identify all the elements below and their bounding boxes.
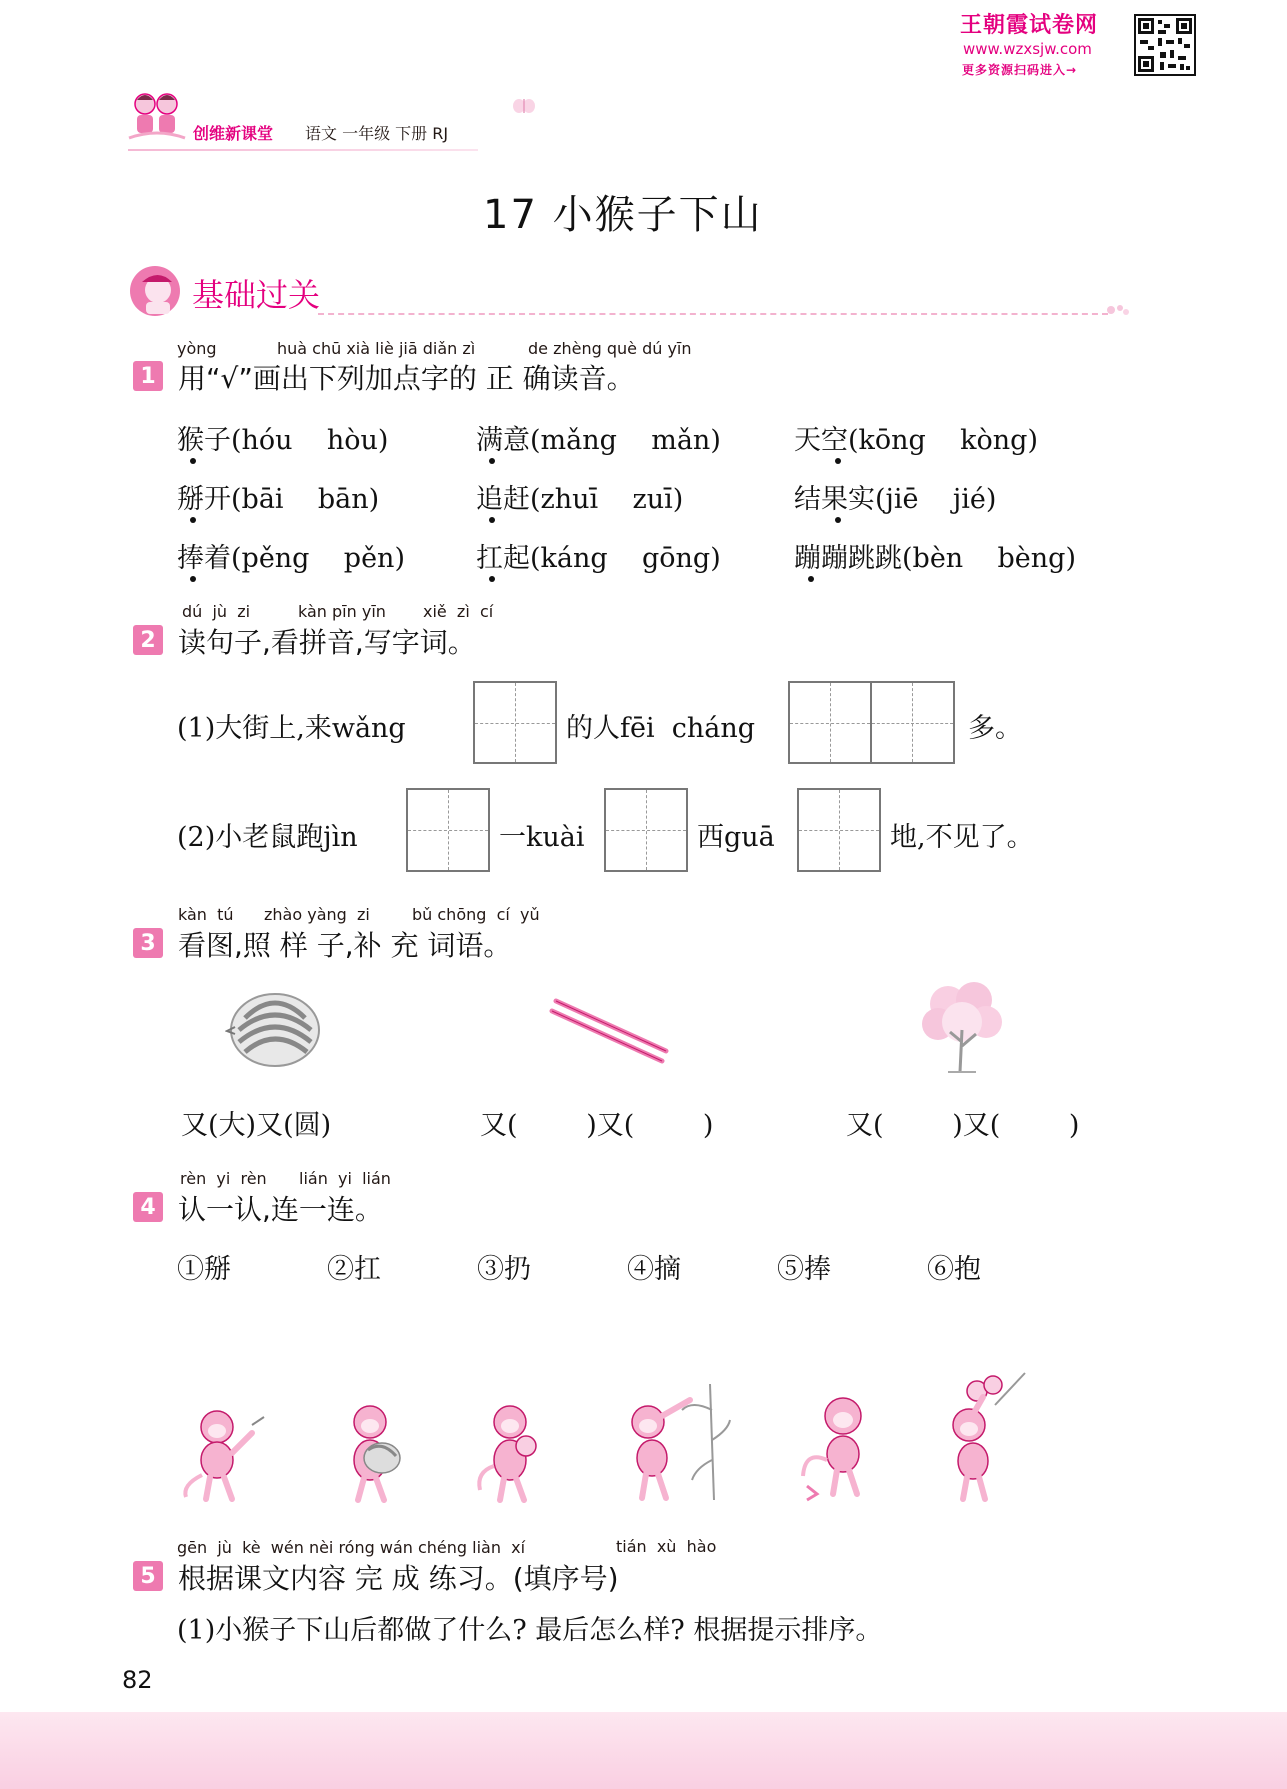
monkey-chasing-rabbit-picture[interactable] (795, 1390, 885, 1505)
book-series-label: 创维新课堂 (193, 124, 274, 143)
q2-answer-grid-4[interactable] (604, 788, 688, 872)
section-heading: 基础过关 (192, 276, 321, 314)
q2-answer-grid-5[interactable] (797, 788, 881, 872)
emphasis-dot (190, 576, 196, 582)
q1-item[interactable]: 天空(kōng kòng) (794, 425, 1038, 456)
q4-char-option[interactable]: ③扔 (477, 1254, 531, 1285)
q2-pinyin-2: kàn pīn yīn (298, 602, 386, 621)
q5-pinyin-2: tián xù hào (616, 1537, 717, 1556)
q2-pinyin-1: dú jù zi (182, 602, 251, 621)
q2-answer-grid-1[interactable] (473, 681, 557, 764)
q5-subquestion-1: (1)小猴子下山后都做了什么? 最后怎么样? 根据提示排序。 (177, 1615, 883, 1646)
monkey-throwing-picture[interactable] (172, 1405, 272, 1505)
emphasis-dot (835, 458, 841, 464)
brand-title: 王朝霞试卷网 (960, 13, 1099, 38)
pencils-icon (548, 995, 673, 1065)
q2-instruction: 读句子,看拼音,写字词。 (178, 626, 476, 659)
emphasis-dot (835, 517, 841, 523)
q2-sentence-2-part-d: 地,不见了。 (890, 822, 1034, 853)
q2-pinyin-3: xiě zì cí (423, 602, 494, 621)
q3-answer-blank-3[interactable]: 又( )又( ) (846, 1110, 1080, 1141)
q1-pinyin-2: huà chū xià liè jiā diǎn zì (277, 339, 476, 358)
q3-pinyin-1: kàn tú (178, 905, 234, 924)
blossom-tree-icon (918, 980, 1008, 1075)
q3-instruction: 看图,照 样 子,补 充 词语。 (178, 929, 512, 962)
q2-sentence-1-part-a: (1)大街上,来wǎng (177, 713, 406, 744)
q2-sentence-1-part-c: 多。 (968, 713, 1022, 744)
monkey-holding-peaches-picture[interactable] (935, 1365, 1035, 1505)
q2-answer-grid-2[interactable] (788, 681, 955, 764)
q5-number: 5 (133, 1561, 163, 1591)
q3-answer-blank-2[interactable]: 又( )又( ) (480, 1110, 714, 1141)
q4-char-option[interactable]: ⑥抱 (927, 1254, 981, 1285)
butterfly-icon (512, 96, 536, 116)
emphasis-dot (190, 517, 196, 523)
monkey-holding-peach-picture[interactable] (470, 1400, 560, 1505)
q1-pinyin-1: yòng (177, 339, 217, 358)
watermelon-icon (225, 990, 325, 1070)
q3-number: 3 (133, 928, 163, 958)
decor-dots-icon (1106, 302, 1130, 318)
q2-sentence-1-part-b: 的人fēi cháng (566, 713, 756, 744)
q1-item[interactable]: 掰开(bāi bān) (177, 484, 380, 515)
monkey-holding-watermelon-picture[interactable] (330, 1400, 420, 1505)
emphasis-dot (190, 458, 196, 464)
brand-url[interactable]: www.wzxsjw.com (963, 40, 1092, 58)
q2-sentence-2-part-a: (2)小老鼠跑jìn (177, 822, 358, 853)
q4-char-option[interactable]: ②扛 (327, 1254, 381, 1285)
monkey-picking-corn-picture[interactable] (612, 1380, 732, 1505)
q1-item[interactable]: 捧着(pěng pěn) (177, 543, 405, 574)
q2-number: 2 (133, 625, 163, 655)
q4-instruction: 认一认,连一连。 (178, 1193, 383, 1226)
q1-number: 1 (133, 361, 163, 391)
q5-instruction: 根据课文内容 完 成 练习。(填序号) (178, 1562, 619, 1595)
q2-answer-grid-3[interactable] (406, 788, 490, 872)
footer-band (0, 1712, 1287, 1789)
q1-item[interactable]: 猴子(hóu hòu) (177, 425, 389, 456)
q3-answer-example: 又(大)又(圆) (181, 1110, 332, 1141)
q1-pinyin-3: de zhèng què dú yīn (528, 339, 692, 358)
book-info-label: 语文 一年级 下册 RJ (305, 124, 449, 143)
header-divider (128, 149, 478, 151)
q1-item[interactable]: 满意(mǎng mǎn) (476, 425, 721, 456)
page-number: 82 (122, 1666, 153, 1694)
lesson-title: 17 小猴子下山 (483, 192, 763, 238)
q4-char-option[interactable]: ①掰 (177, 1254, 231, 1285)
q1-item[interactable]: 追赶(zhuī zuī) (476, 484, 684, 515)
qr-code-icon[interactable] (1134, 14, 1196, 76)
emphasis-dot (489, 458, 495, 464)
q1-instruction: 用“√”画出下列加点字的 正 确读音。 (178, 362, 635, 395)
brand-more-link[interactable]: 更多资源扫码进入→ (962, 63, 1078, 77)
q3-pinyin-2: zhào yàng zi (264, 905, 370, 924)
q2-sentence-2-part-b: 一kuài (499, 822, 585, 853)
q3-pinyin-3: bǔ chōng cí yǔ (412, 905, 540, 924)
q1-item[interactable]: 扛起(káng gōng) (476, 543, 721, 574)
q1-item[interactable]: 蹦蹦跳跳(bèn bèng) (794, 543, 1076, 574)
emphasis-dot (489, 576, 495, 582)
section-divider (318, 313, 1108, 315)
emphasis-dot (489, 517, 495, 523)
q4-pinyin-2: lián yi lián (299, 1169, 391, 1188)
q4-char-option[interactable]: ④摘 (627, 1254, 681, 1285)
q5-pinyin-1: gēn jù kè wén nèi róng wán chéng liàn xí (177, 1538, 526, 1557)
q2-sentence-2-part-c: 西guā (697, 822, 775, 853)
q4-pinyin-1: rèn yi rèn (180, 1169, 267, 1188)
emphasis-dot (808, 576, 814, 582)
kids-mascot-icon (127, 88, 187, 146)
section-heading-icon (128, 264, 182, 318)
q1-item[interactable]: 结果实(jiē jié) (794, 484, 997, 515)
q4-number: 4 (133, 1192, 163, 1222)
q4-char-option[interactable]: ⑤捧 (777, 1254, 831, 1285)
